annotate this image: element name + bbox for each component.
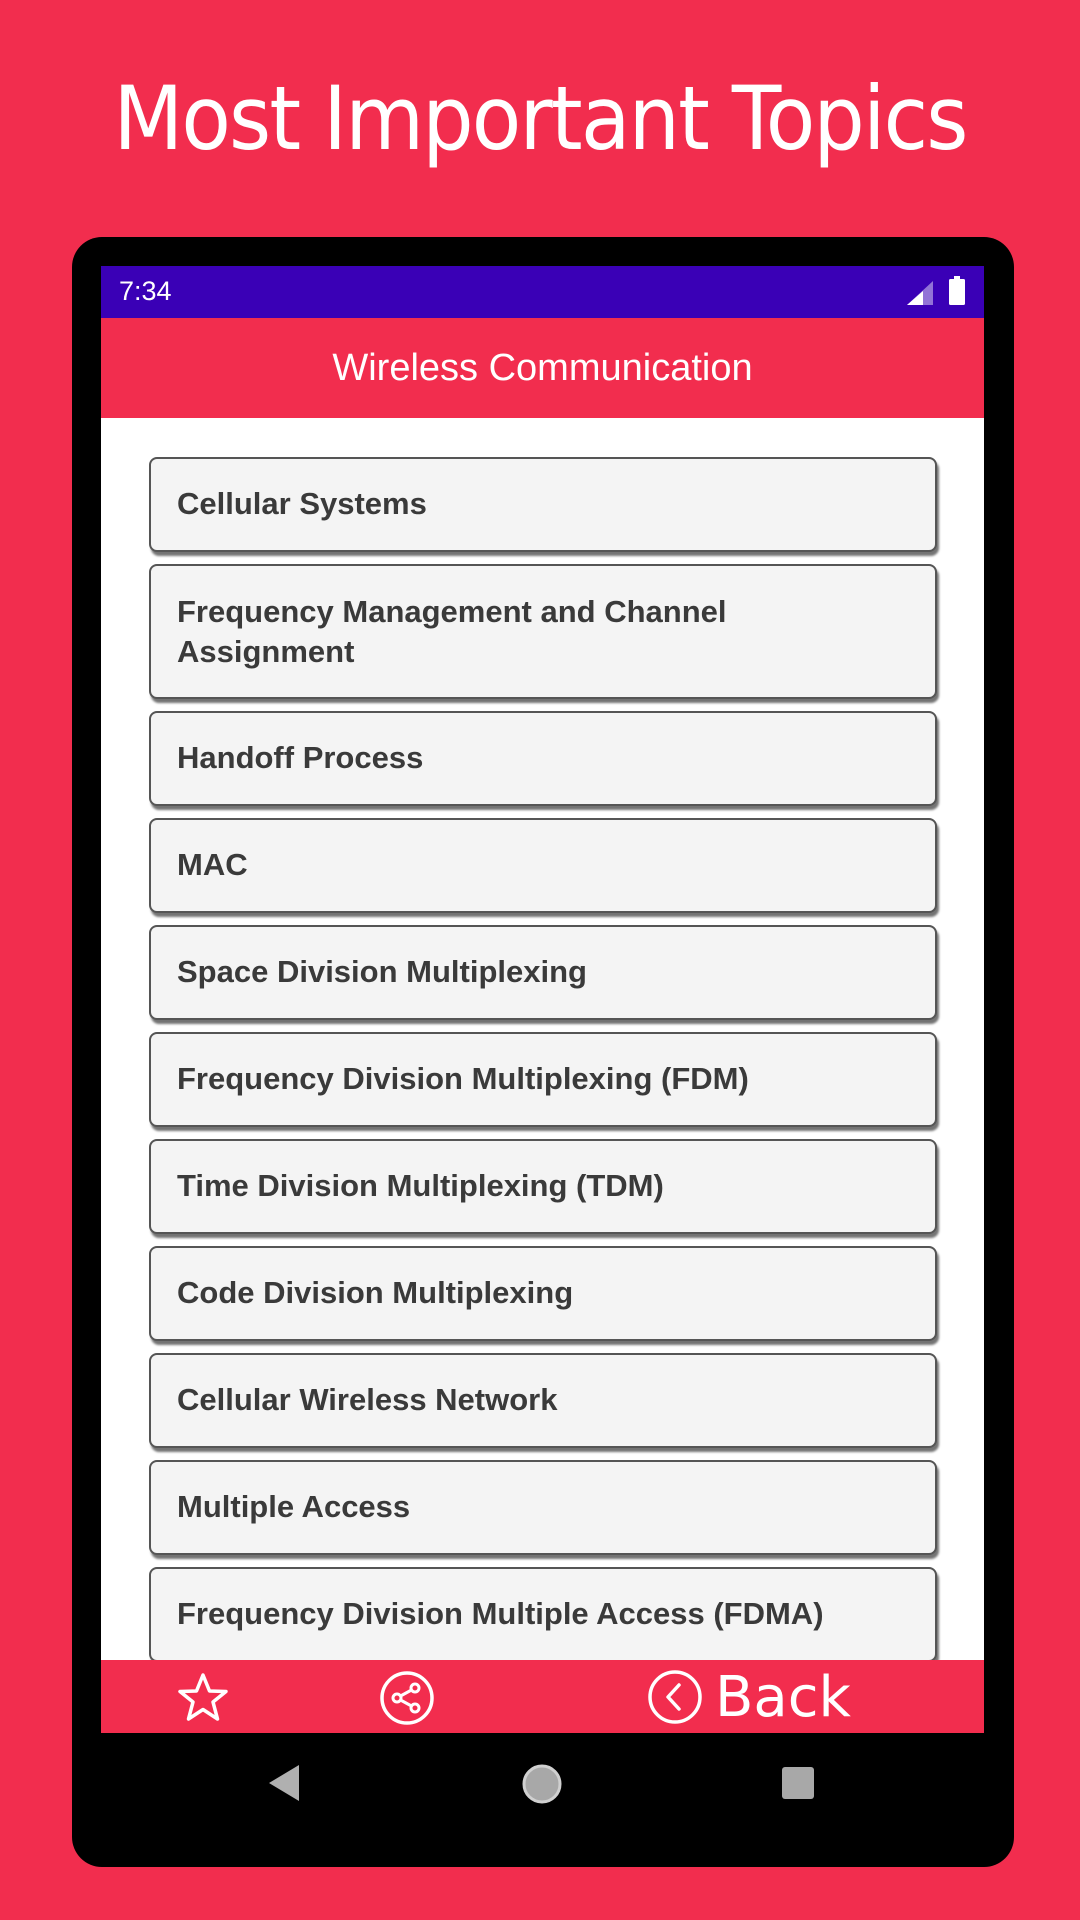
topic-item[interactable]: Time Division Multiplexing (TDM): [149, 1139, 937, 1234]
status-time: 7:34: [119, 276, 172, 306]
system-navigation-bar: [101, 1733, 984, 1833]
bottom-action-bar: [101, 1660, 984, 1733]
topic-item[interactable]: Frequency Division Multiplexing (FDM): [149, 1032, 937, 1127]
star-icon[interactable]: [177, 1672, 229, 1724]
topic-item[interactable]: Multiple Access: [149, 1460, 937, 1555]
topic-item[interactable]: Space Division Multiplexing: [149, 925, 937, 1020]
chevron-left-circle-icon: [647, 1669, 703, 1725]
topic-item[interactable]: Frequency Management and Channel Assignment: [149, 564, 937, 699]
app-bar-title: Wireless Communication: [101, 318, 984, 418]
signal-icon: [907, 281, 933, 305]
promo-title: Most Important Topics: [113, 67, 967, 170]
topic-list: [149, 457, 937, 1674]
app-screen: [101, 266, 984, 1733]
topic-item[interactable]: Cellular Systems: [149, 457, 937, 552]
share-icon[interactable]: [379, 1670, 435, 1726]
topic-item[interactable]: Cellular Wireless Network: [149, 1353, 937, 1448]
back-button-label: Back: [715, 1664, 851, 1730]
topic-item[interactable]: Code Division Multiplexing: [149, 1246, 937, 1341]
topic-item[interactable]: Frequency Division Multiple Access (FDMA): [149, 1567, 937, 1662]
triangle-back-icon[interactable]: [265, 1763, 305, 1803]
square-recents-icon[interactable]: [781, 1766, 815, 1800]
back-button[interactable]: [647, 1665, 851, 1729]
circle-home-icon[interactable]: [521, 1763, 563, 1805]
topic-item[interactable]: MAC: [149, 818, 937, 913]
topic-item[interactable]: Handoff Process: [149, 711, 937, 806]
battery-icon: [949, 276, 965, 305]
status-bar: [101, 266, 984, 318]
